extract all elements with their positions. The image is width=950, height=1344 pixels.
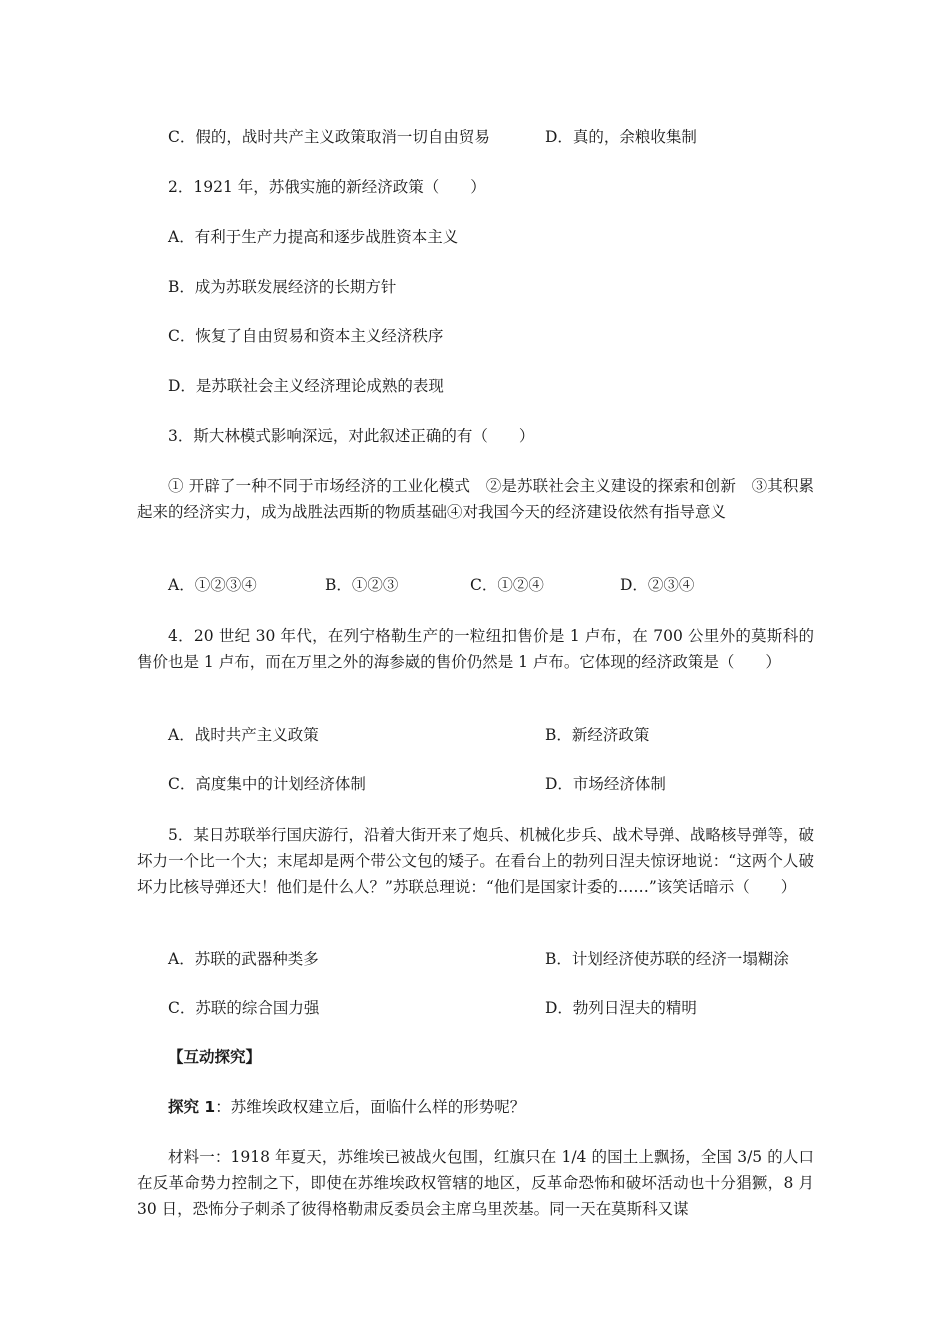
q4-option-a: A．战时共产主义政策	[168, 726, 319, 744]
q5-option-d: D．勃列日涅夫的精明	[545, 999, 697, 1017]
q2-option-b: B．成为苏联发展经济的长期方针	[168, 278, 397, 296]
section-heading: 【互动探究】	[168, 1048, 262, 1066]
q3-stem: 3．斯大林模式影响深远，对此叙述正确的有（ ）	[168, 427, 535, 445]
explore1-text: ：苏维埃政权建立后，面临什么样的形势呢？	[215, 1098, 526, 1116]
q5-option-b: B．计划经济使苏联的经济一塌糊涂	[545, 950, 789, 968]
q5-option-a: A．苏联的武器种类多	[168, 950, 319, 968]
explore1-label: 探究 1	[168, 1098, 216, 1116]
q3-option-d: D．②③④	[620, 576, 695, 594]
q3-items: ① 开辟了一种不同于市场经济的工业化模式 ②是苏联社会主义建设的探索和创新 ③其积累起来的经济实力，成为战胜法西斯的物质基础④对我国今天的经济建设依然有指导意义	[137, 477, 814, 521]
q1-option-c: C．假的，战时共产主义政策取消一切自由贸易	[168, 128, 490, 146]
q3-option-b: B．①②③	[325, 576, 399, 594]
q5-stem: 5．某日苏联举行国庆游行，沿着大街开来了炮兵、机械化步兵、战术导弹、战略核导弹等，破坏力一个比一个大；末尾却是两个带公文包的矮子。在看台上的勃列日涅夫惊讶地说：“这两个人破坏力比核导弹还大！他们是什么人？”苏联总理说：“他们是国家计委的……”该笑话暗示（ ）	[137, 826, 814, 896]
explore1-question	[168, 1097, 525, 1117]
q3-option-a: A．①②③④	[168, 576, 257, 594]
material1-paragraph: 材料一：1918 年夏天，苏维埃已被战火包围，红旗只在 1/4 的国土上飘扬，全国 3/5 的人口在反革命势力控制之下，即使在苏维埃政权管辖的地区，反革命恐怖和破坏活动也十分猖獗，8 月 30 日，恐怖分子刺杀了彼得格勒肃反委员会主席乌里茨基。同一天在莫斯科又谋	[137, 1148, 814, 1218]
q4-stem: 4．20 世纪 30 年代，在列宁格勒生产的一粒纽扣售价是 1 卢布，在 700 公里外的莫斯科的售价也是 1 卢布，而在万里之外的海参崴的售价仍然是 1 卢布。它体现的经济政策是（ ）	[137, 627, 814, 671]
q4-option-d: D．市场经济体制	[545, 775, 666, 793]
q2-option-c: C．恢复了自由贸易和资本主义经济秩序	[168, 327, 444, 345]
q4-option-c: C．高度集中的计划经济体制	[168, 775, 366, 793]
q4-option-b: B．新经济政策	[545, 726, 650, 744]
q5-option-c: C．苏联的综合国力强	[168, 999, 320, 1017]
q2-stem: 2．1921 年，苏俄实施的新经济政策（ ）	[168, 178, 486, 196]
q3-option-c: C．①②④	[470, 576, 544, 594]
q2-option-a: A．有利于生产力提高和逐步战胜资本主义	[168, 228, 459, 246]
q2-option-d: D．是苏联社会主义经济理论成熟的表现	[168, 377, 444, 395]
q1-option-d: D．真的，余粮收集制	[545, 128, 697, 146]
